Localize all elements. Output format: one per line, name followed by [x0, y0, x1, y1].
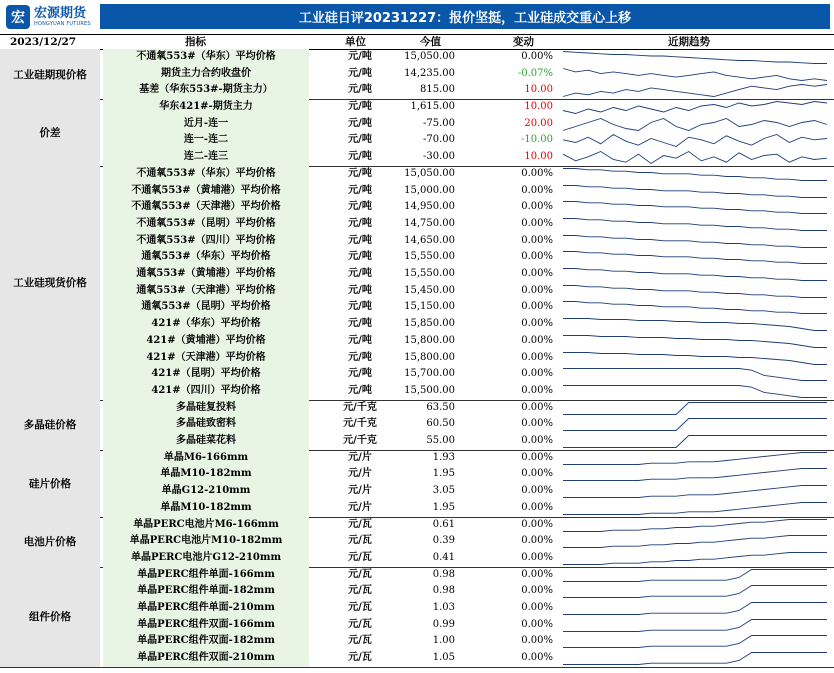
trend-line [563, 486, 827, 498]
trend-sparkline [562, 117, 828, 132]
value-cell: 60.50 [426, 418, 455, 430]
trend-sparkline [562, 568, 828, 583]
table-row [0, 132, 834, 149]
value-column-header: 今值 [420, 36, 441, 48]
change-cell: 0.00% [521, 384, 553, 396]
section-label: 组件价格 [0, 567, 100, 667]
section-label: 价差 [0, 99, 100, 166]
trend-sparkline [562, 300, 828, 315]
trend-sparkline [562, 434, 828, 449]
trend-line [563, 502, 827, 514]
change-cell: 0.00% [521, 485, 553, 497]
change-cell: 0.00% [521, 435, 553, 447]
change-cell: -0.07% [517, 67, 553, 79]
trend-line [563, 369, 827, 381]
logo-en: HONGYUAN FUTURES [34, 21, 91, 27]
change-cell: 0.00% [521, 51, 553, 62]
trend-sparkline [562, 451, 828, 466]
unit-cell: 元/吨 [348, 167, 372, 179]
table-row [0, 466, 834, 483]
trend-line [563, 102, 827, 114]
table-row [0, 483, 834, 500]
trend-line [563, 85, 827, 97]
unit-cell: 元/吨 [348, 284, 372, 296]
trend-line [563, 185, 827, 197]
table-row [0, 400, 834, 417]
trend-line [563, 519, 827, 531]
trend-sparkline [562, 501, 828, 516]
unit-cell: 元/吨 [348, 301, 372, 313]
value-cell: 14,650.00 [404, 234, 455, 246]
trend-line [563, 285, 827, 297]
unit-cell: 元/瓦 [348, 585, 372, 597]
change-cell: 0.00% [521, 602, 553, 614]
indicator-name: 期货主力合约收盘价 [161, 67, 251, 79]
value-cell: 1.93 [432, 451, 455, 463]
change-cell: 0.00% [521, 635, 553, 647]
trend-sparkline [562, 284, 828, 299]
trend-line [563, 68, 827, 80]
unit-cell: 元/片 [348, 485, 372, 497]
unit-cell: 元/吨 [348, 217, 372, 229]
trend-sparkline [562, 200, 828, 215]
unit-cell: 元/吨 [348, 268, 372, 280]
trend-line [563, 168, 827, 180]
trend-sparkline [562, 167, 828, 182]
trend-sparkline [562, 601, 828, 616]
value-cell: 15,450.00 [404, 284, 455, 296]
section-label: 工业硅现货价格 [0, 166, 100, 400]
value-cell: 14,950.00 [404, 201, 455, 213]
unit-cell: 元/瓦 [348, 618, 372, 630]
trend-line [563, 552, 827, 564]
change-cell: 10.00 [524, 101, 553, 113]
trend-sparkline [562, 584, 828, 599]
value-cell: 1.95 [432, 468, 455, 480]
trend-sparkline [562, 634, 828, 649]
unit-cell: 元/吨 [348, 67, 372, 79]
indicator-name: 单晶M6-166mm [163, 451, 249, 463]
report-date: 2023/12/27 [10, 36, 77, 48]
table-row [0, 283, 834, 300]
table-section [0, 567, 834, 668]
trend-sparkline [562, 133, 828, 148]
trend-line [563, 152, 827, 164]
change-cell: 0.00% [521, 268, 553, 280]
change-cell: -10.00 [520, 134, 553, 146]
change-cell: 0.00% [521, 418, 553, 430]
indicator-name: 421#（天津港）平均价格 [146, 351, 266, 363]
table-row [0, 49, 834, 66]
value-cell: 14,235.00 [404, 67, 455, 79]
value-cell: 0.39 [432, 535, 455, 547]
table-section [0, 450, 834, 518]
indicator-name: 不通氧553#（华东）平均价格 [136, 51, 276, 62]
table-row [0, 450, 834, 467]
indicator-name: 421#（黄埔港）平均价格 [146, 334, 266, 346]
trend-line [563, 636, 827, 648]
unit-cell: 元/片 [348, 451, 372, 463]
value-cell: 3.05 [432, 485, 455, 497]
report-header [0, 0, 834, 32]
trend-line [563, 603, 827, 615]
unit-cell: 元/吨 [348, 351, 372, 363]
indicator-name: 不通氧553#（华东）平均价格 [136, 167, 276, 179]
unit-cell: 元/瓦 [348, 602, 372, 614]
change-cell: 20.00 [524, 117, 553, 129]
change-cell: 0.00% [521, 401, 553, 413]
unit-cell: 元/吨 [348, 201, 372, 213]
table-row [0, 533, 834, 550]
trend-line [563, 536, 827, 548]
unit-cell: 元/吨 [348, 368, 372, 380]
trend-line [563, 402, 827, 414]
change-cell: 0.00% [521, 585, 553, 597]
unit-cell: 元/片 [348, 468, 372, 480]
company-logo [6, 4, 91, 30]
indicator-name: 单晶M10-182mm [160, 468, 252, 480]
unit-cell: 元/千克 [343, 418, 377, 430]
value-cell: -30.00 [422, 151, 455, 163]
trend-line [563, 569, 827, 581]
change-cell: 0.00% [521, 234, 553, 246]
trend-sparkline [562, 618, 828, 633]
indicator-name: 单晶M10-182mm [160, 501, 252, 513]
table-row [0, 383, 834, 400]
value-cell: 15,000.00 [404, 184, 455, 196]
change-cell: 0.00% [521, 184, 553, 196]
unit-cell: 元/吨 [348, 251, 372, 263]
trend-line [563, 469, 827, 481]
trend-sparkline [562, 250, 828, 265]
trend-sparkline [562, 150, 828, 165]
section-label: 电池片价格 [0, 517, 100, 567]
table-row [0, 350, 834, 367]
indicator-name: 单晶PERC电池片G12-210mm [130, 551, 282, 563]
logo-mark-icon: 宏 [6, 5, 30, 29]
indicator-name: 不通氧553#（黄埔港）平均价格 [131, 184, 281, 196]
unit-cell: 元/瓦 [348, 652, 372, 664]
change-cell: 0.00% [521, 551, 553, 563]
trend-line [563, 218, 827, 230]
trend-sparkline [562, 217, 828, 232]
indicator-name: 421#（四川）平均价格 [151, 384, 261, 396]
table-row [0, 633, 834, 650]
value-cell: 0.99 [432, 618, 455, 630]
value-cell: 15,850.00 [404, 318, 455, 330]
indicator-name: 不通氧553#（天津港）平均价格 [131, 201, 281, 213]
value-cell: 15,150.00 [404, 301, 455, 313]
change-cell: 0.00% [521, 568, 553, 580]
value-cell: 55.00 [426, 435, 455, 447]
indicator-name: 单晶PERC电池片M10-182mm [129, 535, 283, 547]
table-row [0, 216, 834, 233]
value-cell: 15,800.00 [404, 351, 455, 363]
trend-column-header: 近期趋势 [668, 36, 710, 48]
trend-line [563, 52, 827, 64]
table-row [0, 166, 834, 183]
change-cell: 0.00% [521, 217, 553, 229]
change-cell: 0.00% [521, 501, 553, 513]
change-cell: 0.00% [521, 334, 553, 346]
table-row [0, 583, 834, 600]
table-section [0, 517, 834, 568]
table-row [0, 500, 834, 517]
table-row [0, 366, 834, 383]
unit-cell: 元/瓦 [348, 518, 372, 530]
value-cell: 0.98 [432, 568, 455, 580]
trend-sparkline [562, 83, 828, 98]
section-label: 硅片价格 [0, 450, 100, 517]
unit-cell: 元/吨 [348, 117, 372, 129]
value-cell: 15,550.00 [404, 251, 455, 263]
change-cell: 0.00% [521, 167, 553, 179]
change-cell: 0.00% [521, 451, 553, 463]
unit-cell: 元/片 [348, 501, 372, 513]
trend-sparkline [562, 518, 828, 533]
value-cell: -75.00 [422, 117, 455, 129]
table-row [0, 183, 834, 200]
table-row [0, 416, 834, 433]
trend-line [563, 436, 827, 448]
table-row [0, 99, 834, 116]
unit-column-header: 单位 [345, 36, 366, 48]
trend-line [563, 419, 827, 431]
unit-cell: 元/吨 [348, 51, 372, 62]
indicator-name: 421#（华东）平均价格 [151, 318, 261, 330]
trend-sparkline [562, 50, 828, 65]
value-cell: 1,615.00 [410, 101, 455, 113]
indicator-name: 连二-连三 [183, 151, 229, 163]
indicator-name: 单晶G12-210mm [161, 485, 251, 497]
table-row [0, 600, 834, 617]
trend-sparkline [562, 401, 828, 416]
table-section [0, 166, 834, 401]
value-cell: -70.00 [422, 134, 455, 146]
trend-line [563, 335, 827, 347]
trend-line [563, 269, 827, 281]
table-row [0, 517, 834, 534]
table-section [0, 400, 834, 451]
change-cell: 10.00 [524, 151, 553, 163]
unit-cell: 元/吨 [348, 151, 372, 163]
indicator-name: 通氧553#（华东）平均价格 [141, 251, 271, 263]
value-cell: 1.00 [432, 635, 455, 647]
trend-sparkline [562, 384, 828, 399]
trend-sparkline [562, 184, 828, 199]
trend-sparkline [562, 317, 828, 332]
indicator-name: 近月-连一 [183, 117, 229, 129]
unit-cell: 元/吨 [348, 318, 372, 330]
table-row [0, 199, 834, 216]
table-row [0, 617, 834, 634]
table-row [0, 249, 834, 266]
value-cell: 15,050.00 [404, 51, 455, 62]
unit-cell: 元/吨 [348, 234, 372, 246]
value-cell: 15,700.00 [404, 368, 455, 380]
trend-line [563, 135, 827, 147]
unit-cell: 元/吨 [348, 334, 372, 346]
trend-line [563, 302, 827, 314]
unit-cell: 元/瓦 [348, 551, 372, 563]
trend-line [563, 118, 827, 130]
column-header-row [0, 34, 834, 50]
indicator-name: 多晶硅致密料 [176, 418, 236, 430]
indicator-name: 不通氧553#（四川）平均价格 [136, 234, 276, 246]
change-cell: 0.00% [521, 351, 553, 363]
section-label: 工业硅期现价格 [0, 49, 100, 99]
indicator-name: 单晶PERC组件双面-182mm [137, 635, 275, 647]
table-row [0, 266, 834, 283]
trend-sparkline [562, 234, 828, 249]
unit-cell: 元/吨 [348, 101, 372, 113]
value-cell: 0.41 [432, 551, 455, 563]
trend-sparkline [562, 67, 828, 82]
report-title: 工业硅日评20231227：报价坚挺，工业硅成交重心上移 [100, 4, 830, 29]
logo-text [34, 7, 91, 27]
unit-cell: 元/瓦 [348, 635, 372, 647]
section-label: 多晶硅价格 [0, 400, 100, 450]
table-row [0, 82, 834, 99]
table-row [0, 233, 834, 250]
value-cell: 0.61 [432, 518, 455, 530]
indicator-name: 多晶硅复投料 [176, 401, 236, 413]
indicator-name: 421#（昆明）平均价格 [151, 368, 261, 380]
indicator-name: 通氧553#（黄埔港）平均价格 [136, 268, 276, 280]
change-cell: 0.00% [521, 368, 553, 380]
logo-cn: 宏源期货 [34, 6, 87, 21]
table-row [0, 550, 834, 567]
unit-cell: 元/千克 [343, 435, 377, 447]
unit-cell: 元/吨 [348, 384, 372, 396]
trend-line [563, 452, 827, 464]
table-row [0, 333, 834, 350]
change-column-header: 变动 [513, 36, 534, 48]
trend-sparkline [562, 334, 828, 349]
indicator-name: 单晶PERC组件单面-166mm [137, 568, 275, 580]
table-row [0, 316, 834, 333]
value-cell: 15,050.00 [404, 167, 455, 179]
unit-cell: 元/瓦 [348, 535, 372, 547]
table-row [0, 433, 834, 450]
trend-sparkline [562, 351, 828, 366]
unit-cell: 元/千克 [343, 401, 377, 413]
indicator-name: 单晶PERC电池片M6-166mm [133, 518, 279, 530]
change-cell: 0.00% [521, 201, 553, 213]
change-cell: 10.00 [524, 84, 553, 96]
table-section [0, 99, 834, 167]
change-cell: 0.00% [521, 301, 553, 313]
table-row [0, 567, 834, 584]
trend-line [563, 653, 827, 665]
value-cell: 15,550.00 [404, 268, 455, 280]
trend-line [563, 319, 827, 331]
value-cell: 0.98 [432, 585, 455, 597]
unit-cell: 元/吨 [348, 134, 372, 146]
change-cell: 0.00% [521, 284, 553, 296]
table-row [0, 66, 834, 83]
change-cell: 0.00% [521, 618, 553, 630]
change-cell: 0.00% [521, 518, 553, 530]
change-cell: 0.00% [521, 535, 553, 547]
indicator-name: 不通氧553#（昆明）平均价格 [136, 217, 276, 229]
table-row [0, 299, 834, 316]
indicator-name: 通氧553#（天津港）平均价格 [136, 284, 276, 296]
indicator-name: 通氧553#（昆明）平均价格 [141, 301, 271, 313]
value-cell: 15,500.00 [404, 384, 455, 396]
trend-line [563, 235, 827, 247]
value-cell: 815.00 [420, 84, 455, 96]
value-cell: 1.95 [432, 501, 455, 513]
value-cell: 1.05 [432, 652, 455, 664]
indicator-name: 基差（华东553#-期货主力） [139, 84, 273, 96]
value-cell: 15,800.00 [404, 334, 455, 346]
trend-sparkline [562, 551, 828, 566]
indicator-name: 单晶PERC组件单面-182mm [137, 585, 275, 597]
table-row [0, 149, 834, 166]
unit-cell: 元/吨 [348, 84, 372, 96]
value-cell: 14,750.00 [404, 217, 455, 229]
indicator-column-header: 指标 [185, 36, 206, 48]
unit-cell: 元/吨 [348, 184, 372, 196]
change-cell: 0.00% [521, 251, 553, 263]
table-row [0, 650, 834, 667]
unit-cell: 元/瓦 [348, 568, 372, 580]
indicator-name: 华东421#-期货主力 [159, 101, 253, 113]
table-row [0, 116, 834, 133]
change-cell: 0.00% [521, 468, 553, 480]
table-section [0, 49, 834, 100]
trend-line [563, 352, 827, 364]
trend-sparkline [562, 100, 828, 115]
value-cell: 63.50 [426, 401, 455, 413]
indicator-name: 单晶PERC组件单面-210mm [137, 602, 275, 614]
trend-sparkline [562, 651, 828, 666]
trend-sparkline [562, 484, 828, 499]
trend-line [563, 252, 827, 264]
change-cell: 0.00% [521, 652, 553, 664]
trend-line [563, 586, 827, 598]
value-cell: 1.03 [432, 602, 455, 614]
indicator-name: 多晶硅菜花料 [176, 435, 236, 447]
trend-line [563, 619, 827, 631]
trend-sparkline [562, 534, 828, 549]
change-cell: 0.00% [521, 318, 553, 330]
trend-sparkline [562, 467, 828, 482]
trend-sparkline [562, 267, 828, 282]
trend-line [563, 202, 827, 214]
indicator-name: 连一-连二 [183, 134, 229, 146]
indicator-name: 单晶PERC组件双面-210mm [137, 652, 275, 664]
trend-sparkline [562, 417, 828, 432]
trend-sparkline [562, 367, 828, 382]
trend-line [563, 385, 827, 397]
indicator-name: 单晶PERC组件双面-166mm [137, 618, 275, 630]
